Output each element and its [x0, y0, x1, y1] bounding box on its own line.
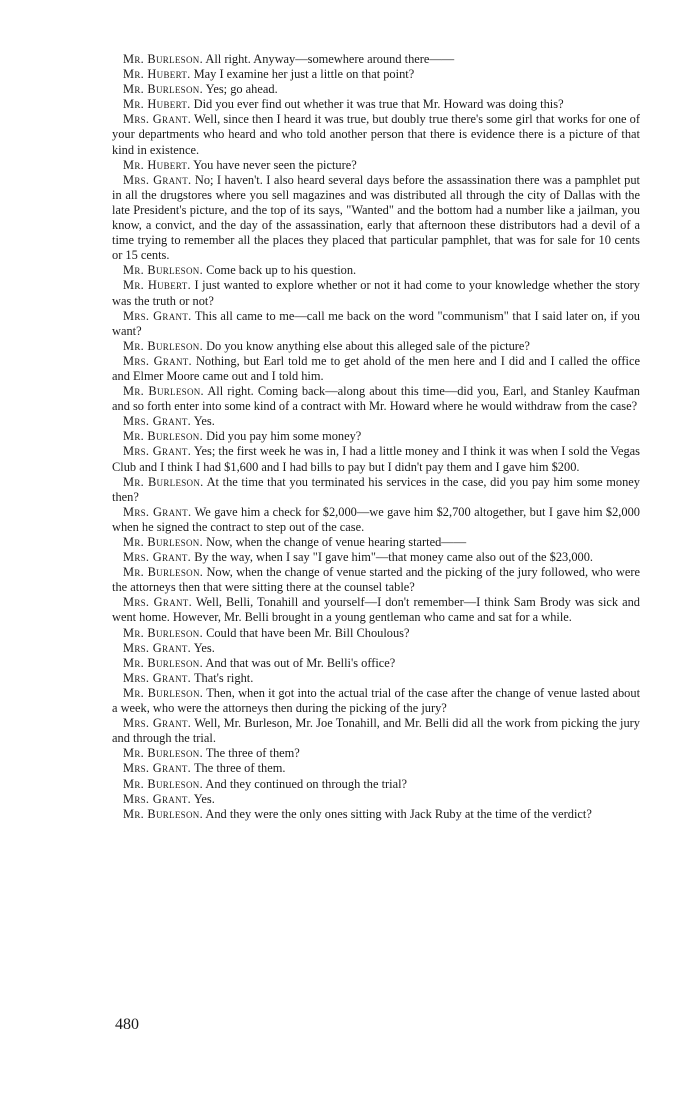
transcript-paragraph	[112, 278, 640, 308]
speech-text: By the way, when I say "I gave him"—that money came also out of the $23,000.	[194, 550, 594, 565]
transcript-paragraph	[112, 414, 640, 429]
speaker-label: Mrs. Grant.	[123, 761, 192, 776]
speech-text: I just wanted to explore whether or not it had come to your knowledge whether the story was the truth or not?	[112, 278, 640, 308]
speech-text: Yes.	[193, 640, 215, 655]
transcript-paragraph	[112, 263, 640, 278]
transcript-paragraph	[112, 67, 640, 82]
speech-text: At the time that you terminated his services in the case, did you pay him some money then?	[112, 474, 640, 504]
speaker-label: Mr. Burleson.	[123, 806, 203, 821]
transcript-paragraph	[112, 746, 640, 761]
speech-text: Well, since then I heard it was true, but doubly true there's some girl that works for one of your departments who heard and who told another person that there is evidence there is a picture of that kind in existence.	[112, 112, 640, 157]
transcript-paragraph	[112, 52, 640, 67]
transcript-paragraph	[112, 671, 640, 686]
speech-text: May I examine her just a little on that point?	[193, 67, 415, 82]
speech-text: Now, when the change of venue started and the picking of the jury followed, who were the attorneys then that were sitting there at the counsel table?	[112, 565, 640, 595]
speaker-label: Mr. Hubert.	[123, 97, 191, 112]
transcript-paragraph	[112, 565, 640, 595]
transcript-paragraph	[112, 550, 640, 565]
transcript-page	[112, 52, 640, 822]
transcript-paragraph	[112, 595, 640, 625]
speech-text: All right. Coming back—along about this time—did you, Earl, and Stanley Kaufman and so forth enter into some kind of a contract with Mr. Howard where he would withdraw from the case?	[112, 384, 640, 414]
speech-text: All right. Anyway—somewhere around there——	[205, 52, 455, 66]
speaker-label: Mrs. Grant.	[123, 791, 192, 806]
speaker-label: Mr. Burleson.	[123, 746, 203, 761]
speech-text: That's right.	[193, 670, 254, 685]
speech-text: Come back up to his question.	[206, 263, 357, 278]
speech-text: And they were the only ones sitting with Jack Ruby at the time of the verdict?	[205, 806, 592, 821]
speaker-label: Mrs. Grant.	[123, 112, 192, 127]
transcript-paragraph	[112, 444, 640, 474]
transcript-paragraph	[112, 761, 640, 776]
transcript-paragraph	[112, 309, 640, 339]
speaker-label: Mr. Burleson.	[123, 625, 203, 640]
speaker-label: Mr. Hubert.	[123, 278, 191, 293]
speaker-label: Mrs. Grant.	[123, 640, 192, 655]
speaker-label: Mr. Burleson.	[123, 384, 204, 399]
speech-text: Nothing, but Earl told me to get ahold of the men here and I did and I called the office and Elmer Moore came out and I told him.	[112, 353, 640, 383]
speaker-label: Mr. Burleson.	[123, 474, 204, 489]
speech-text: Did you pay him some money?	[206, 429, 362, 444]
speaker-label: Mrs. Grant.	[123, 444, 192, 459]
page-number: 480	[115, 1016, 139, 1033]
speaker-label: Mrs. Grant.	[123, 172, 192, 187]
transcript-paragraph	[112, 339, 640, 354]
speaker-label: Mrs. Grant.	[123, 670, 192, 685]
speech-text: Do you know anything else about this alleged sale of the picture?	[206, 338, 530, 353]
transcript-paragraph	[112, 505, 640, 535]
speech-text: Now, when the change of venue hearing started——	[206, 535, 467, 549]
transcript-paragraph	[112, 82, 640, 97]
transcript-paragraph	[112, 777, 640, 792]
speech-text: Yes.	[193, 414, 215, 429]
speaker-label: Mrs. Grant.	[123, 504, 192, 519]
transcript-paragraph	[112, 716, 640, 746]
transcript-paragraph	[112, 429, 640, 444]
speech-text: The three of them?	[205, 746, 300, 761]
transcript-paragraph	[112, 173, 640, 264]
speaker-label: Mrs. Grant.	[123, 716, 192, 731]
transcript-paragraph	[112, 535, 640, 550]
speech-text: You have never seen the picture?	[193, 157, 357, 172]
transcript-paragraph	[112, 354, 640, 384]
speech-text: And that was out of Mr. Belli's office?	[205, 655, 396, 670]
speech-text: Then, when it got into the actual trial of the case after the change of venue lasted about a week, who were the attorneys then during the picking of the jury?	[112, 685, 641, 716]
transcript-paragraph	[112, 158, 640, 173]
speech-text: Did you ever find out whether it was true that Mr. Howard was doing this?	[193, 97, 564, 112]
transcript-paragraph	[112, 112, 640, 157]
transcript-paragraph	[112, 626, 640, 641]
speaker-label: Mr. Burleson.	[123, 52, 203, 66]
speaker-label: Mrs. Grant.	[123, 595, 192, 610]
transcript-paragraph	[112, 641, 640, 656]
speaker-label: Mr. Burleson.	[123, 655, 203, 670]
speech-text: The three of them.	[193, 761, 286, 776]
speaker-label: Mr. Burleson.	[123, 685, 204, 700]
speech-text: Yes.	[193, 791, 215, 806]
speaker-label: Mr. Burleson.	[123, 338, 203, 353]
speaker-label: Mr. Burleson.	[123, 82, 203, 97]
transcript-paragraph	[112, 97, 640, 112]
speech-text: Well, Belli, Tonahill and yourself—I don't remember—I think Sam Brody was sick and went home. However, Mr. Belli brought in a young gentleman who came and sat for a while.	[112, 595, 640, 625]
speaker-label: Mrs. Grant.	[123, 550, 192, 565]
speaker-label: Mrs. Grant.	[123, 414, 192, 429]
transcript-paragraph	[112, 792, 640, 807]
speaker-label: Mr. Burleson.	[123, 263, 203, 278]
transcript-paragraph	[112, 384, 640, 414]
speech-text: And they continued on through the trial?	[205, 776, 408, 791]
speaker-label: Mr. Hubert.	[123, 67, 191, 82]
speaker-label: Mr. Burleson.	[123, 776, 203, 791]
transcript-paragraph	[112, 656, 640, 671]
speech-text: This all came to me—call me back on the word "communism" that I said later on, if you want?	[112, 308, 640, 338]
speaker-label: Mr. Burleson.	[123, 565, 204, 580]
speech-text: No; I haven't. I also heard several days before the assassination there was a pamphlet put in all the drugstores where you sell magazines and was distributed all through the city of Dallas with the late President's picture, and the top of its says, "Wanted" and the bottom had a number like a jailman, you know, a convict, and the day of the assassination, early that afternoon these distributors had a devil of a time trying to remember all the places they placed that particular pamphlet, that was for sale for 10 cents or 15 cents.	[112, 172, 640, 263]
speech-text: We gave him a check for $2,000—we gave him $2,700 altogether, but I gave him $2,000 when he signed the contract to step out of the case.	[112, 504, 640, 534]
speaker-label: Mrs. Grant.	[123, 308, 192, 323]
transcript-paragraph	[112, 807, 640, 822]
transcript-paragraph	[112, 686, 640, 716]
speaker-label: Mr. Hubert.	[123, 157, 191, 172]
speaker-label: Mr. Burleson.	[123, 429, 203, 444]
transcript-paragraph	[112, 475, 640, 505]
speaker-label: Mrs. Grant.	[123, 353, 192, 368]
speaker-label: Mr. Burleson.	[123, 535, 203, 549]
speech-text: Well, Mr. Burleson, Mr. Joe Tonahill, and Mr. Belli did all the work from picking the jury and through the trial.	[112, 716, 640, 746]
speech-text: Yes; go ahead.	[205, 82, 278, 97]
speech-text: Yes; the first week he was in, I had a little money and I think it was when I sold the Vegas Club and I think I had $1,600 and I had bills to pay but I didn't pay them and I gave him $200.	[112, 444, 640, 474]
speech-text: Could that have been Mr. Bill Choulous?	[206, 625, 410, 640]
